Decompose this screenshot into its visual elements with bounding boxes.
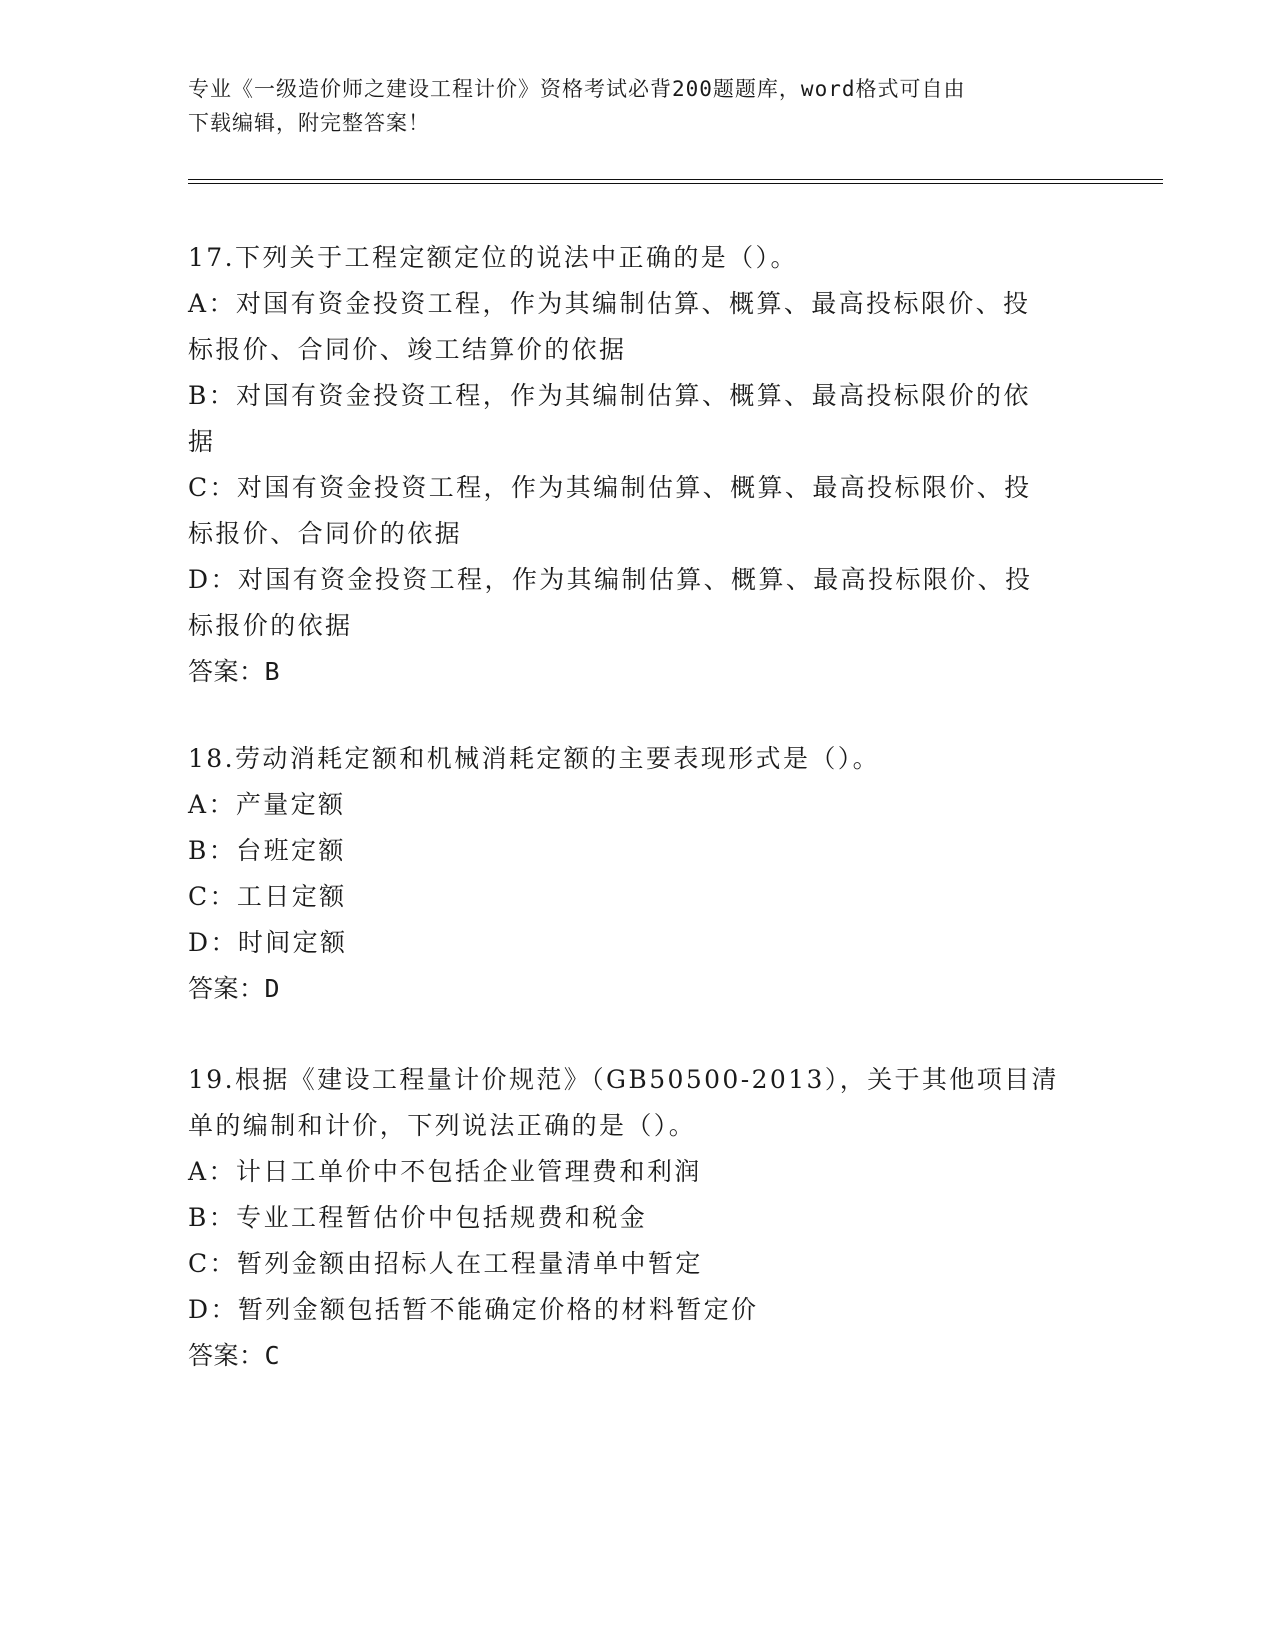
option-line: 标报价、合同价、竣工结算价的依据 <box>188 335 627 364</box>
question-19 <box>188 1057 1088 1379</box>
answer-label: 答案： <box>188 974 265 1003</box>
question-stem: 19.根据《建设工程量计价规范》（GB50500-2013），关于其他项目清 <box>188 1065 1059 1094</box>
header-line-1: 专业《一级造价师之建设工程计价》资格考试必背200题题库，word格式可自由 <box>188 77 966 101</box>
answer-line <box>188 966 1088 1012</box>
header-divider-top <box>188 179 1163 180</box>
header-line-2: 下载编辑，附完整答案！ <box>188 111 430 135</box>
answer-label: 答案： <box>188 1341 265 1370</box>
option-line: 据 <box>188 427 216 456</box>
option-d: D：暂列金额包括暂不能确定价格的材料暂定价 <box>188 1295 759 1324</box>
answer-value: B <box>264 657 281 686</box>
answer-value: D <box>264 974 281 1003</box>
option-c: C：工日定额 <box>188 882 347 911</box>
option-b <box>188 373 1088 465</box>
option-line: A：对国有资金投资工程，作为其编制估算、概算、最高投标限价、投 <box>188 289 1031 318</box>
option-line: B：对国有资金投资工程，作为其编制估算、概算、最高投标限价的依 <box>188 381 1031 410</box>
answer-line <box>188 649 1088 695</box>
option-line: 标报价的依据 <box>188 611 353 640</box>
option-line: D：对国有资金投资工程，作为其编制估算、概算、最高投标限价、投 <box>188 565 1033 594</box>
document-header <box>188 72 1088 140</box>
option-d <box>188 557 1088 649</box>
question-stem: 18.劳动消耗定额和机械消耗定额的主要表现形式是（）。 <box>188 744 881 773</box>
option-c: C：暂列金额由招标人在工程量清单中暂定 <box>188 1249 703 1278</box>
option-line: 标报价、合同价的依据 <box>188 519 463 548</box>
option-b: B：台班定额 <box>188 836 346 865</box>
option-b: B：专业工程暂估价中包括规费和税金 <box>188 1203 648 1232</box>
option-c <box>188 465 1088 557</box>
answer-value: C <box>264 1341 281 1370</box>
answer-label: 答案： <box>188 657 265 686</box>
question-18 <box>188 736 1088 1012</box>
option-a: A：计日工单价中不包括企业管理费和利润 <box>188 1157 702 1186</box>
option-d: D：时间定额 <box>188 928 348 957</box>
option-line: C：对国有资金投资工程，作为其编制估算、概算、最高投标限价、投 <box>188 473 1032 502</box>
option-a <box>188 281 1088 373</box>
header-divider-bottom <box>188 183 1163 184</box>
answer-line <box>188 1333 1088 1379</box>
question-stem: 17.下列关于工程定额定位的说法中正确的是（）。 <box>188 243 798 272</box>
option-a: A：产量定额 <box>188 790 346 819</box>
question-stem-continued: 单的编制和计价，下列说法正确的是（）。 <box>188 1111 697 1140</box>
question-17 <box>188 235 1088 695</box>
